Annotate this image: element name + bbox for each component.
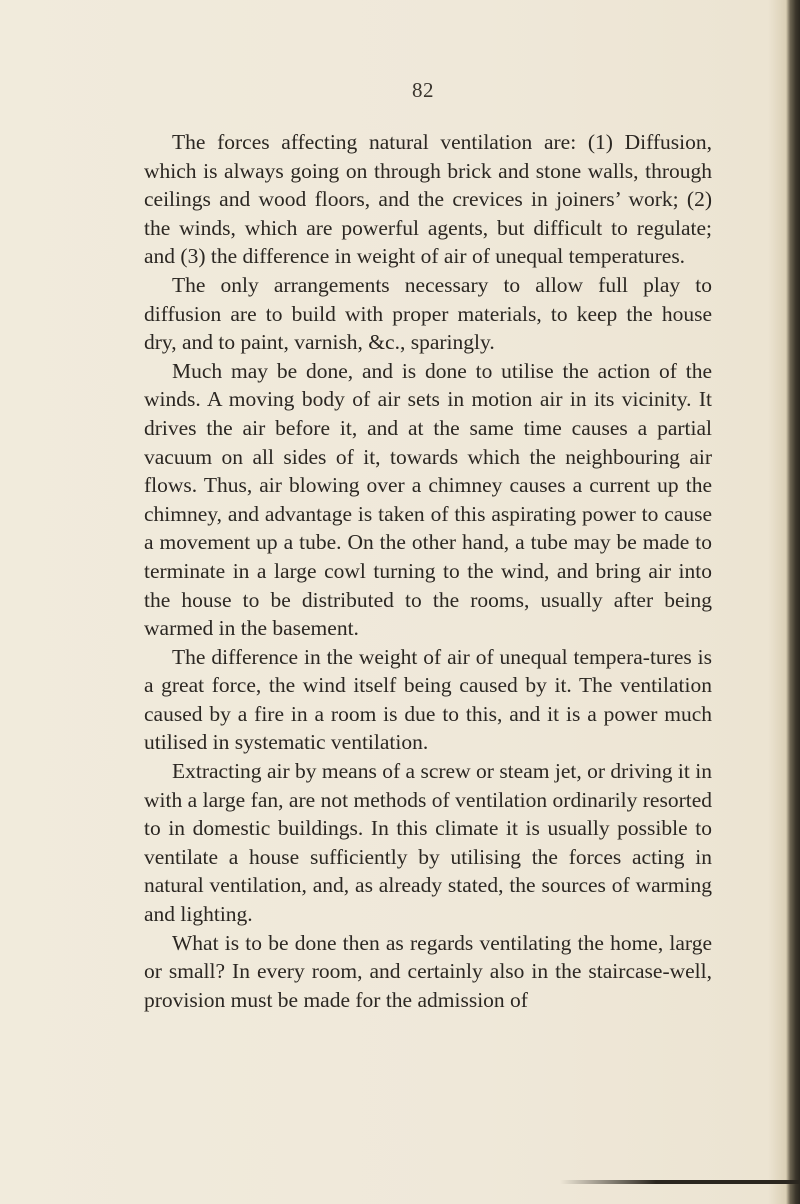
- paragraph-winds: Much may be done, and is done to utilise the action of the winds. A moving body of air sets in motion air in its vicinity. It drives the air before it, and at the same time causes a partial vacuum on all sides of it, towards which the neighbouring air flows. Thus, air blowing over a chimney causes a current up the chimney, and advantage is taken of this aspirating power to cause a movement up a tube. On the other hand, a tube may be made to terminate in a large cowl turning to the wind, and bring air into the house to be distributed to the rooms, usually after being warmed in the basement.: [144, 358, 712, 641]
- binding-shadow: [560, 1180, 800, 1184]
- paragraph-mechanical: Extracting air by means of a screw or steam jet, or driving it in with a large fan, are not methods of ventilation ordinarily resorted to in domestic buildings. In this climate it is usually possible to ventilate a house sufficiently by utilising the forces acting in natural ventilation, and, as already stated, the sources of warming and lighting.: [144, 759, 712, 927]
- paragraph-home: What is to be done then as regards ventilating the home, large or small? In every room, and certainly also in the staircase-well, provision must be made for the admission of: [144, 930, 712, 1012]
- page-edge-shadow: [786, 0, 800, 1204]
- paragraph-diffusion: The only arrangements necessary to allow full play to diffusion are to build with proper materials, to keep the house dry, and to paint, varnish, &c., sparingly.: [144, 272, 712, 355]
- paragraph-forces: The forces affecting natural ventilation are: (1) Diffusion, which is always going on through brick and stone walls, through ceilings and wood floors, and the crevices in joiners’ work; (2) the winds, which are powerful agents, but difficult to regulate; and (3) the difference in weight of air of unequal temperatures.: [144, 130, 712, 269]
- body-text: [144, 128, 712, 1014]
- page-number: 82: [412, 78, 434, 102]
- paragraph-temperature: The difference in the weight of air of unequal tempera-tures is a great force, the wind itself being caused by it. The ventilation caused by a fire in a room is due to this, and it is a power much utilised in systematic ventilation.: [144, 644, 712, 755]
